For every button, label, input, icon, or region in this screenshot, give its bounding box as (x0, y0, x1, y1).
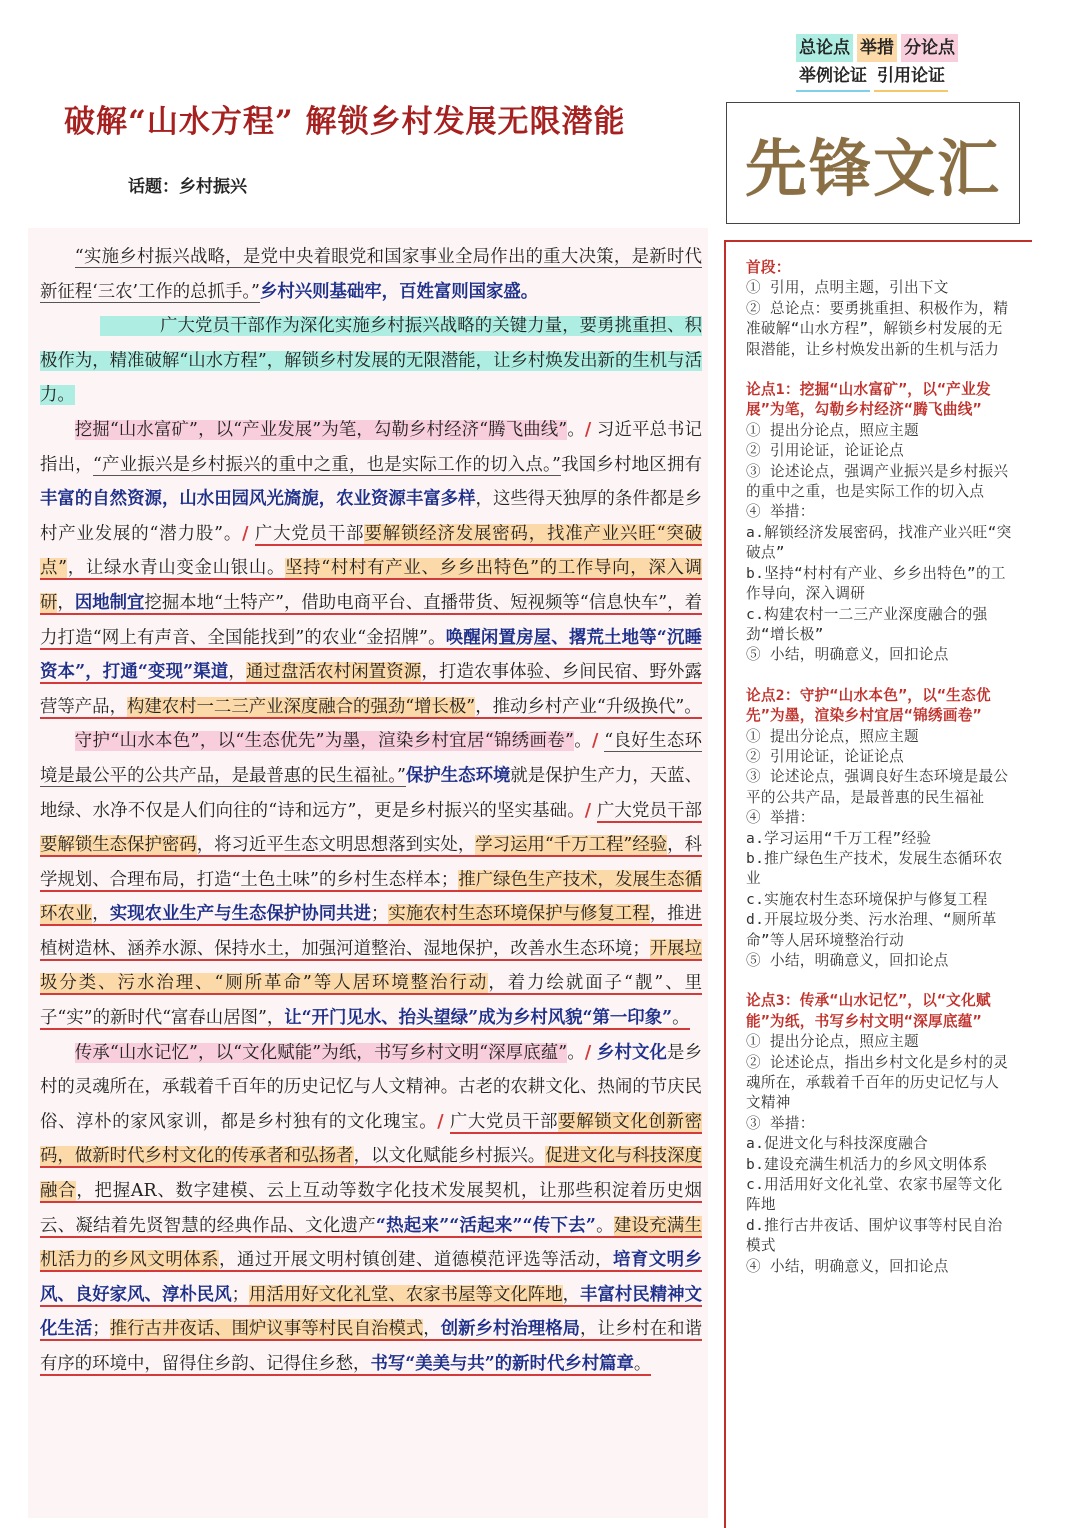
measure-3a: 要解锁文化创新密码，做新时代乡村文化的传承者和弘扬者 (40, 1111, 702, 1167)
legend-row-1 (796, 34, 958, 62)
legend-quote: 引用论证 (874, 62, 948, 92)
sub-thesis-3: 传承“山水记忆”，以“文化赋能”为纸，书写乡村文明“深厚底蕴” (74, 1042, 568, 1063)
paragraph-point-3: 传承“山水记忆”，以“文化赋能”为纸，书写乡村文明“深厚底蕴”。/ 乡村文化是乡村的灵魂所在，承载着千百年的历史记忆与人文精神。古老的农耕文化、热闹的节庆民俗、淳朴的家风家训，都是乡村独有的文化瑰宝。/ 广大党员干部要解锁文化创新密码，做新时代乡村文化的传承者和弘扬者，以文化赋能乡村振兴。促进文化与科技深度融合，把握AR、数字建模、云上互动等数字化技术发展契机，让那些积淀着历史烟云、凝结着先贤智慧的经典作品、文化遗产“热起来”“活起来”“传下去”。建设充满生机活力的乡风文明体系，通过开展文明村镇创建、道德模范评选等活动，培育文明乡风、良好家风、淳朴民风；用活用好文化礼堂、农家书屋等文化阵地，丰富村民精神文化生活；推行古井夜话、围炉议事等村民自治模式，创新乡村治理格局，让乡村在和谐有序的环境中，留得住乡韵、记得住乡愁，书写“美美与共”的新时代乡村篇章。 (40, 1042, 702, 1374)
outline-point-3: 论点3：传承“山水记忆”，以“文化赋能”为纸，书写乡村文明“深厚底蕴” ① 提出分论点，照应主题 ② 论述论点，指出乡村文化是乡村的灵魂所在，承载着千百年的历史记忆与人文精神 ③ 举措： a.促进文化与科技深度融合 b.建设充满生机活力的乡风文明体系 c.用活用好文化礼堂、农家书屋等文化阵地 d.推行古井夜话、围炉议事等村民自治模式 ④ 小结，明确意义，回扣论点 (746, 992, 1009, 1275)
legend (796, 34, 958, 92)
measure-2a: 要解锁生态保护密码 (40, 835, 197, 856)
measure-2c: 推广绿色生产技术，发展生态循环农业 (40, 869, 702, 925)
divider-horizontal (724, 240, 1032, 242)
measure-1a: 要解锁经济发展密码，找准产业兴旺“突破点” (40, 523, 702, 579)
measure-2e: 开展垃圾分类、污水治理、“厕所革命”等人居环境整治行动 (40, 938, 702, 994)
measure-2b: 学习运用“千万工程”经验 (475, 835, 668, 856)
paragraph-point-1: 挖掘“山水富矿”，以“产业发展”为笔，勾勒乡村经济“腾飞曲线”。/ 习近平总书记指出，“产业振兴是乡村振兴的重中之重，也是实际工作的切入点。”我国乡村地区拥有丰富的自然资源，山水田园风光旖旎，农业资源丰富多样，这些得天独厚的条件都是乡村产业发展的“潜力股”。/ 广大党员干部要解锁经济发展密码，找准产业兴旺“突破点”，让绿水青山变金山银山。坚持“村村有产业、乡乡出特色”的工作导向，深入调研，因地制宜挖掘本地“土特产”，借助电商平台、直播带货、短视频等“信息快车”，着力打造“网上有声音、全国能找到”的农业“金招牌”。唤醒闲置房屋、撂荒土地等“沉睡资本”，打通“变现”渠道，通过盘活农村闲置资源，打造农事体验、乡间民宿、野外露营等产品，构建农村一二三产业深度融合的强劲“增长极”，推动乡村产业“升级换代”。 (40, 419, 702, 717)
measure-3e: 推行古井夜话、围炉议事等村民自治模式 (109, 1319, 424, 1340)
measure-3c: 建设充满生机活力的乡风文明体系 (40, 1215, 702, 1271)
outline-point-1: 论点1：挖掘“山水富矿”，以“产业发展”为笔，勾勒乡村经济“腾飞曲线” ① 提出分论点，照应主题 ② 引用论证，论证论点 ③ 论述论点，强调产业振兴是乡村振兴的重中之重，也是实际工作的切入点 ④ 举措： a.解锁经济发展密码，找准产业兴旺“突破点” b.坚持“村村有产业、乡乡出特色”的工作导向，深入调研 c.构建农村一二三产业深度融合的强劲“增长极” ⑤ 小结，明确意义，回扣论点 (746, 381, 1012, 664)
sub-thesis-2: 守护“山水本色”，以“生态优先”为墨，渲染乡村宜居“锦绣画卷” (74, 731, 574, 752)
quote-1: “产业振兴是乡村振兴的重中之重，也是实际工作的切入点。” (92, 454, 561, 475)
paragraph-point-2: 守护“山水本色”，以“生态优先”为墨，渲染乡村宜居“锦绣画卷”。/ “良好生态环境是最公平的公共产品，是最普惠的民生福祉。”保护生态环境就是保护生产力，天蓝、地绿、水净不仅是人们向往的“诗和远方”，更是乡村振兴的坚实基础。/ 广大党员干部要解锁生态保护密码，将习近平生态文明思想落到实处，学习运用“千万工程”经验，科学规划、合理布局，打造“土色土味”的乡村生态样本；推广绿色生产技术，发展生态循环农业，实现农业生产与生态保护协同共进；实施农村生态环境保护与修复工程，推进植树造林、涵养水源、保持水土，加强河道整治、湿地保护，改善水生态环境；开展垃圾分类、污水治理、“厕所革命”等人居环境整治行动，着力绘就面子“靓”、里子“实”的新时代“富春山居图”，让“开门见水、抬头望绿”成为乡村风貌“第一印象”。 (40, 731, 702, 1029)
sub-thesis-1: 挖掘“山水富矿”，以“产业发展”为笔，勾勒乡村经济“腾飞曲线” (74, 419, 568, 440)
measure-2d: 实施农村生态环境保护与修复工程 (388, 904, 650, 925)
intro-quote: “实施乡村振兴战略，是党中央着眼党和国家事业全局作出的重大决策，是新时代新征程‘三农’工作的总抓手。” (40, 247, 702, 302)
brand-logo: 先锋文汇 (726, 102, 1020, 224)
measure-1c: 通过盘活农村闲置资源 (245, 662, 422, 683)
legend-row-2 (796, 62, 958, 92)
paragraph-intro (40, 240, 702, 309)
thesis-text: 广大党员干部作为深化实施乡村振兴战略的关键力量，要勇挑重担、积极作为，精准破解“山水方程”，解锁乡村发展的无限潜能，让乡村焕发出新的生机与活力。 (40, 316, 702, 406)
paragraph-thesis (40, 309, 702, 413)
legend-example: 举例论证 (796, 62, 870, 92)
measure-1b: 坚持“村村有产业、乡乡出特色”的工作导向，深入调研 (40, 558, 702, 613)
outline-point-2: 论点2：守护“山水本色”，以“生态优先”为墨，渲染乡村宜居“锦绣画卷” ① 提出分论点，照应主题 ② 引用论证，论证论点 ③ 论述论点，强调良好生态环境是最公平的公共产品，是最普惠的民生福祉 ④ 举措： a.学习运用“千万工程”经验 b.推广绿色生产技术，发展生态循环农业 c.实施农村生态环境保护与修复工程 d.开展垃圾分类、污水治理、“厕所革命”等人居环境整治行动 ⑤ 小结，明确意义，回扣论点 (746, 686, 1009, 969)
legend-measure: 举措 (857, 34, 897, 62)
outline-intro: 首段： ① 引用，点明主题，引出下文 ② 总论点：要勇挑重担、积极作为，精准破解“山水方程”，解锁乡村发展的无限潜能，让乡村焕发出新的生机与活力 (746, 259, 1009, 358)
measure-3b: 促进文化与科技深度融合 (40, 1146, 702, 1202)
intro-bold: 乡村兴则基础牢，百姓富则国家盛。 (259, 281, 539, 302)
page-title: 破解“山水方程” 解锁乡村发展无限潜能 (64, 104, 626, 140)
topic-label: 话题：乡村振兴 (128, 177, 247, 197)
divider-vertical (724, 240, 726, 1528)
measure-1d: 构建农村一二三产业深度融合的强劲“增长极” (126, 696, 476, 717)
legend-sub-thesis: 分论点 (901, 34, 958, 62)
legend-thesis: 总论点 (796, 34, 853, 62)
article-body (40, 240, 702, 1382)
measure-3d: 用活用好文化礼堂、农家书屋等文化阵地 (249, 1284, 563, 1305)
quote-2: “良好生态环境是最公平的公共产品，是最普惠的民生福祉。” (40, 731, 702, 786)
outline-sidebar (746, 258, 1012, 1297)
